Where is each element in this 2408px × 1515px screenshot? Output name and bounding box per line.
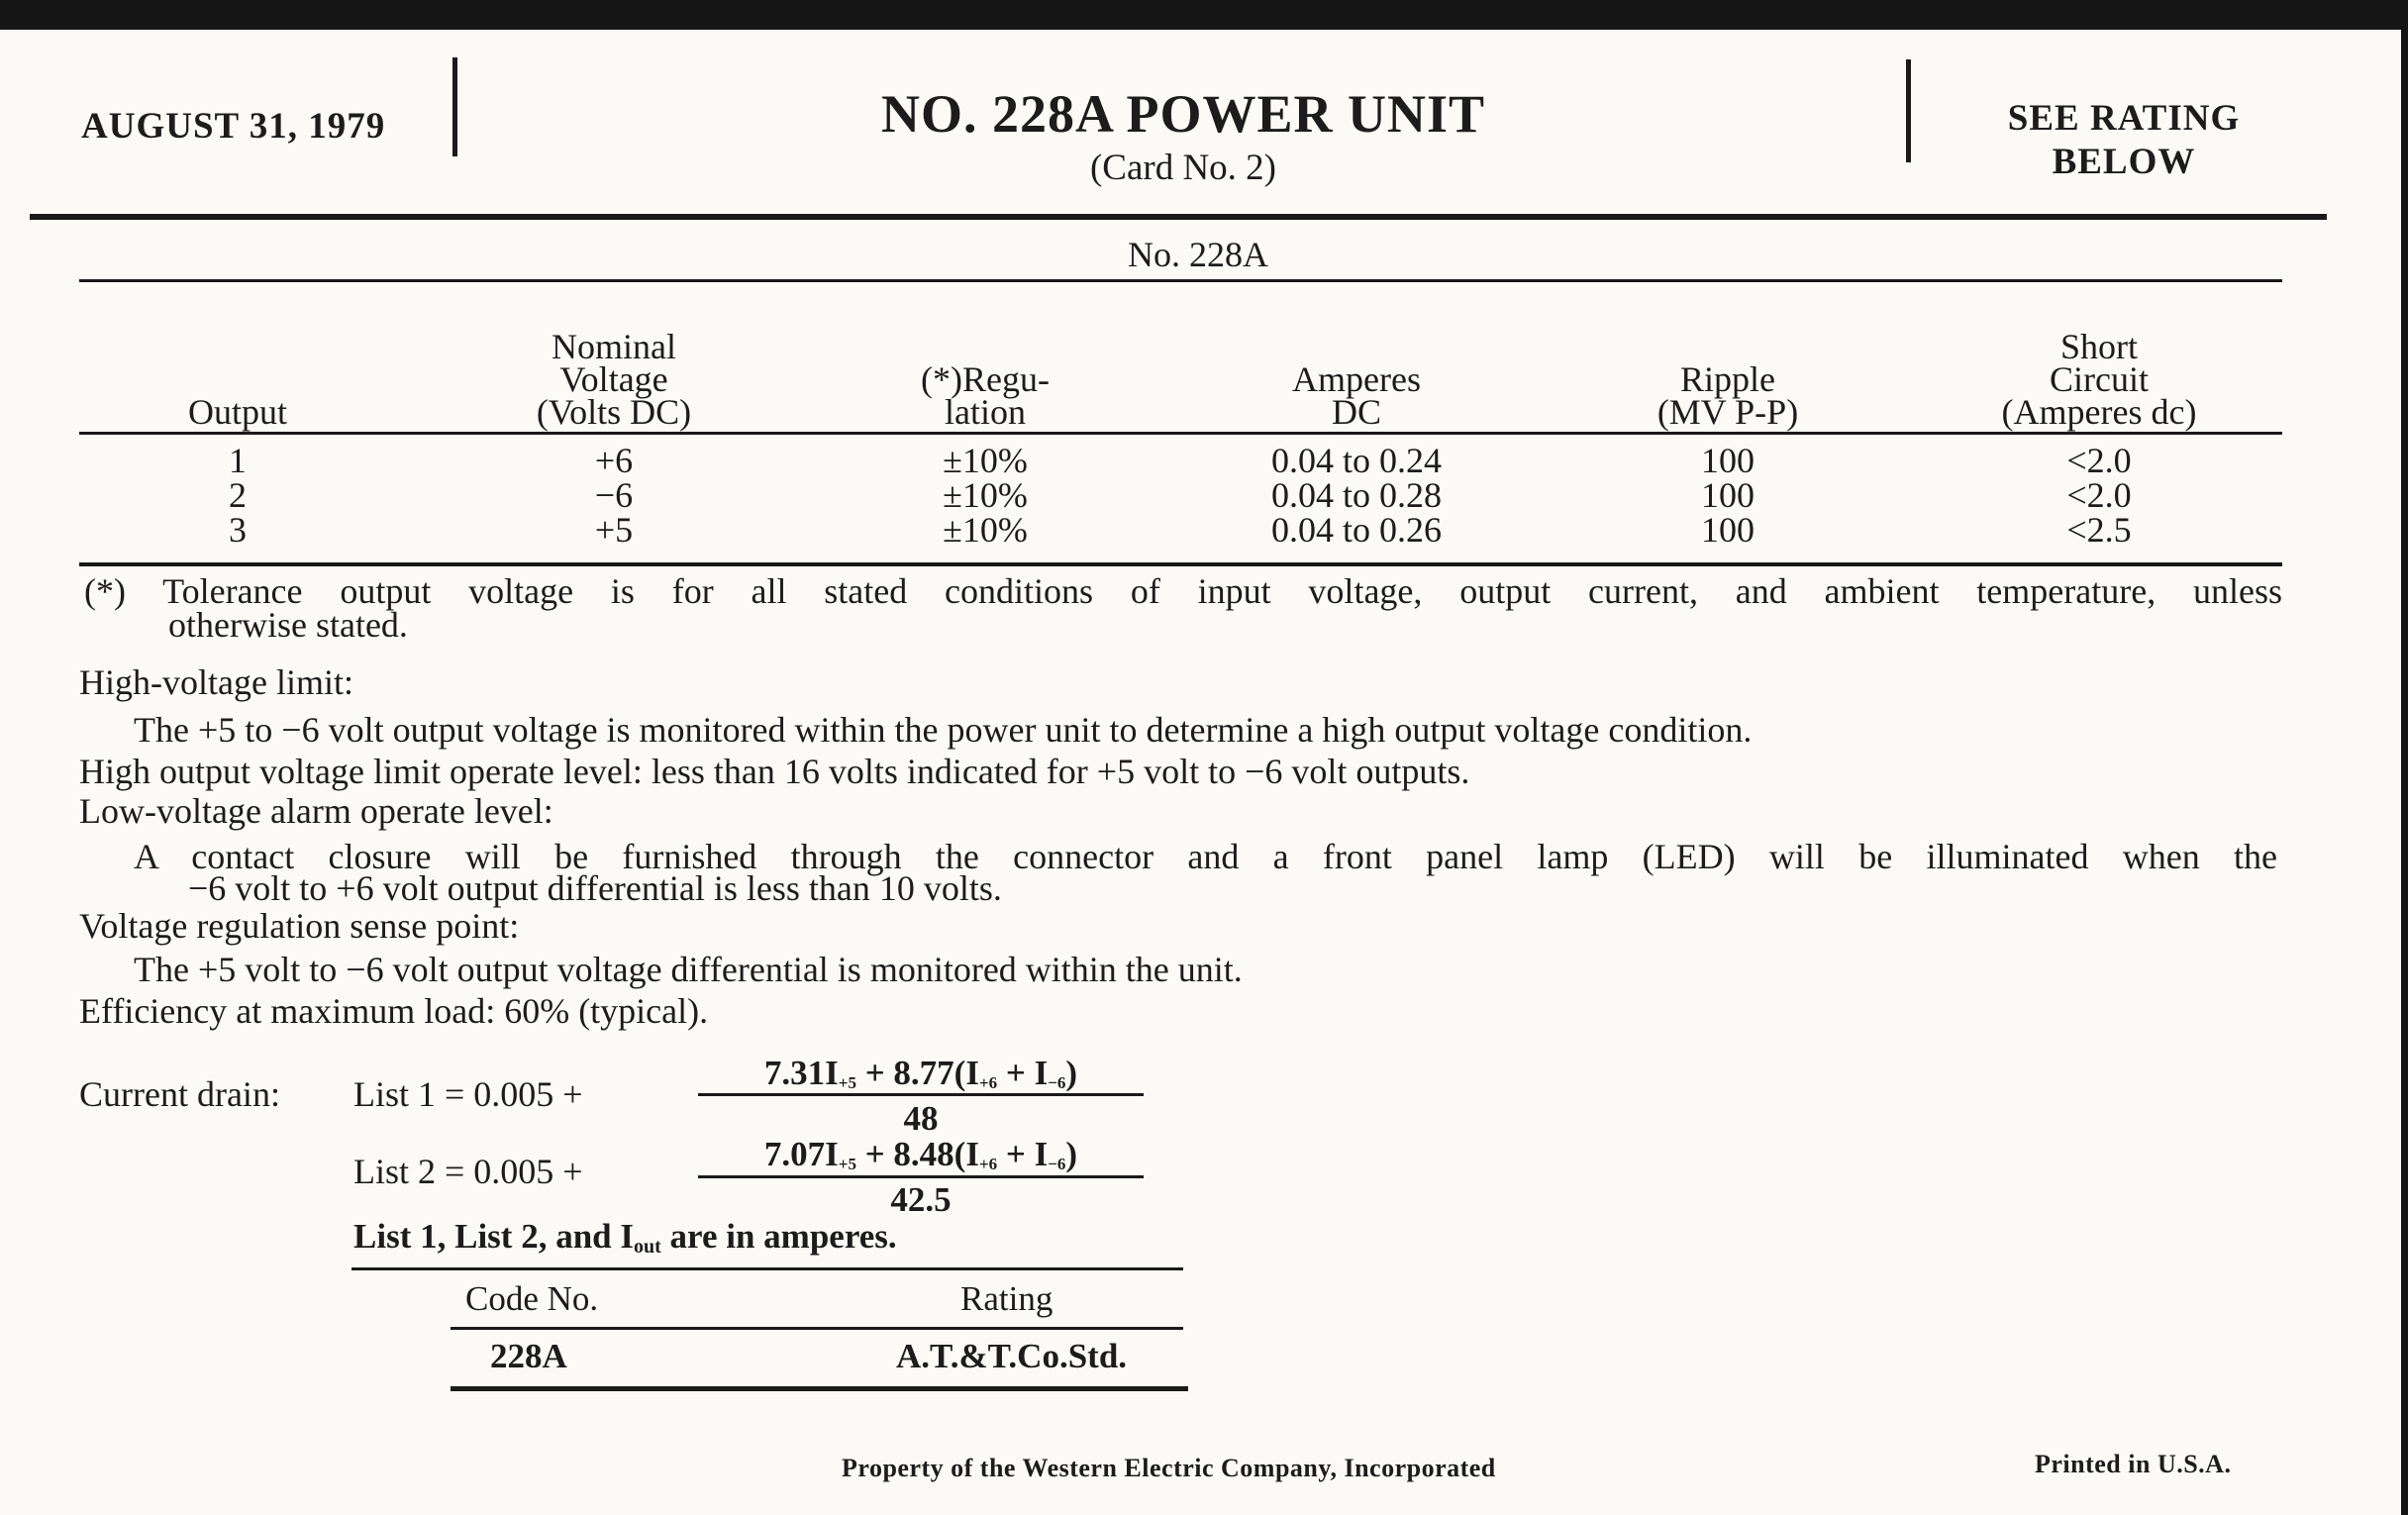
header-rule [30,214,2327,220]
table-cell: 0.04 to 0.24 [1270,441,1442,480]
rating-table-bottom-rule [451,1386,1188,1391]
efficiency-text: Efficiency at maximum load: 60% (typical). [79,991,709,1031]
formula-part: + 8.77(I [855,1054,979,1092]
table-cell: 3 [229,510,247,550]
table-cell: 1 [229,441,247,480]
col-output-values [79,441,396,550]
formula-part: ) [1065,1054,1078,1092]
formula-subscript: +6 [978,1073,998,1092]
formula-subscript: +5 [838,1073,856,1092]
col-header-line: Output [187,392,287,432]
col-header-line: (*)Regu- [921,359,1050,399]
col-header-line: DC [1331,392,1381,432]
units-note [353,1218,897,1265]
formula-subscript: −6 [1048,1155,1066,1173]
table-cell: −6 [594,475,634,515]
list2-prefix: List 2 = 0.005 + [353,1152,583,1191]
col-header-line: lation [945,392,1026,432]
table-cell: 100 [1701,510,1755,550]
col-header-regulation [822,307,1149,432]
units-note-part: are in amperes. [660,1217,897,1256]
list2-denominator: 42.5 [890,1180,952,1219]
col-voltage-values [416,441,812,550]
table-cell: 0.04 to 0.26 [1270,510,1442,550]
code-no-header: Code No. [465,1279,599,1318]
list1-denominator: 48 [903,1099,939,1138]
list1-prefix: List 1 = 0.005 + [353,1074,583,1114]
power-unit-card [0,30,2401,1515]
rating-value: A.T.&T.Co.Std. [896,1337,1128,1375]
col-header-line: Amperes [1292,359,1421,399]
rating-table-header-rule [451,1327,1183,1330]
col-header-amperes [1139,307,1574,432]
spec-table-header-rule [79,432,2282,435]
col-header-line: (Amperes dc) [2001,392,2197,432]
table-cell: 100 [1701,441,1755,480]
col-header-ripple [1574,307,1881,432]
table-cell: ±10% [943,441,1028,480]
col-header-nominal-voltage [416,307,812,432]
col-header-line: Circuit [2050,359,2149,399]
col-short-circuit-values [1901,441,2297,550]
formula-subscript: +5 [838,1155,856,1173]
units-note-part: List 1, List 2, and I [353,1217,634,1256]
list1-numerator [693,1054,1149,1093]
table-cell: +5 [594,510,634,550]
col-header-line: Nominal [552,327,676,366]
col-header-short-circuit [1901,307,2297,432]
current-drain-label: Current drain: [79,1074,280,1114]
col-header-line: Ripple [1680,359,1775,399]
formula-part: + I [997,1054,1049,1092]
col-header-line: (MV P-P) [1656,392,1799,432]
see-rating-note [1916,97,2332,184]
col-amperes-values [1139,441,1574,550]
formula-part: ) [1065,1135,1078,1173]
units-note-subscript: out [634,1236,661,1258]
rating-table-top-rule [351,1267,1183,1270]
high-voltage-text: The +5 to −6 volt output voltage is monitored within the power unit to determine a high output voltage condition. [134,710,1753,750]
card-title: NO. 228A POWER UNIT [880,84,1486,144]
col-header-output [79,307,396,432]
rating-header: Rating [960,1279,1054,1318]
formula-part: + 8.48(I [855,1135,979,1173]
table-cell: ±10% [943,475,1028,515]
table-cell: 2 [229,475,247,515]
table-cell: 100 [1701,475,1755,515]
spec-table-top-rule [79,279,2282,282]
col-header-line: (Volts DC) [536,392,692,432]
list2-numerator [693,1135,1149,1174]
table-cell: ±10% [943,510,1028,550]
col-header-line: Voltage [559,359,668,399]
list2-fraction-bar [698,1175,1144,1178]
low-alarm-text-line-1: A contact closure will be furnished through the connector and a front panel lamp (LED) will be illuminated when the [134,837,2277,876]
sense-point-heading: Voltage regulation sense point: [79,906,520,946]
header-divider-right [1906,59,1911,162]
printed-in-usa: Printed in U.S.A. [2035,1450,2232,1478]
formula-part: 7.07I [763,1135,839,1173]
see-rating-line-1: SEE RATING [2007,98,2241,139]
table-cell: <2.0 [2066,475,2132,515]
formula-part: 7.31I [763,1054,839,1092]
spec-table-title: No. 228A [1128,235,1268,274]
tolerance-note-line-2: otherwise stated. [168,605,408,645]
list1-fraction-bar [698,1093,1144,1096]
low-alarm-heading: Low-voltage alarm operate level: [79,791,553,831]
card-date: AUGUST 31, 1979 [81,106,386,147]
see-rating-line-2: BELOW [2052,142,2196,182]
col-ripple-values [1574,441,1881,550]
tolerance-note-line-1: (*) Tolerance output voltage is for all stated conditions of input voltage, output current, and ambient temperature, unless [84,571,2282,611]
table-cell: <2.5 [2066,510,2132,550]
code-no-value: 228A [490,1337,567,1375]
table-cell: 0.04 to 0.28 [1270,475,1442,515]
col-header-line: Short [2059,327,2138,366]
high-voltage-heading: High-voltage limit: [79,662,353,702]
header-divider-left [452,57,457,156]
col-regulation-values [822,441,1149,550]
spec-table-bottom-rule [79,562,2282,566]
table-cell: <2.0 [2066,441,2132,480]
table-cell: +6 [594,441,634,480]
card-subtitle: (Card No. 2) [1089,148,1277,188]
sense-point-text: The +5 volt to −6 volt output voltage differential is monitored within the unit. [134,950,1243,989]
formula-subscript: +6 [978,1155,998,1173]
low-alarm-text-line-2: −6 volt to +6 volt output differential is less than 10 volts. [188,868,1002,908]
formula-part: + I [997,1135,1049,1173]
high-limit-text: High output voltage limit operate level: less than 16 volts indicated for +5 volt to −6 volt outputs. [79,752,1470,791]
formula-subscript: −6 [1048,1073,1066,1092]
property-notice: Property of the Western Electric Company, Incorporated [842,1454,1496,1482]
